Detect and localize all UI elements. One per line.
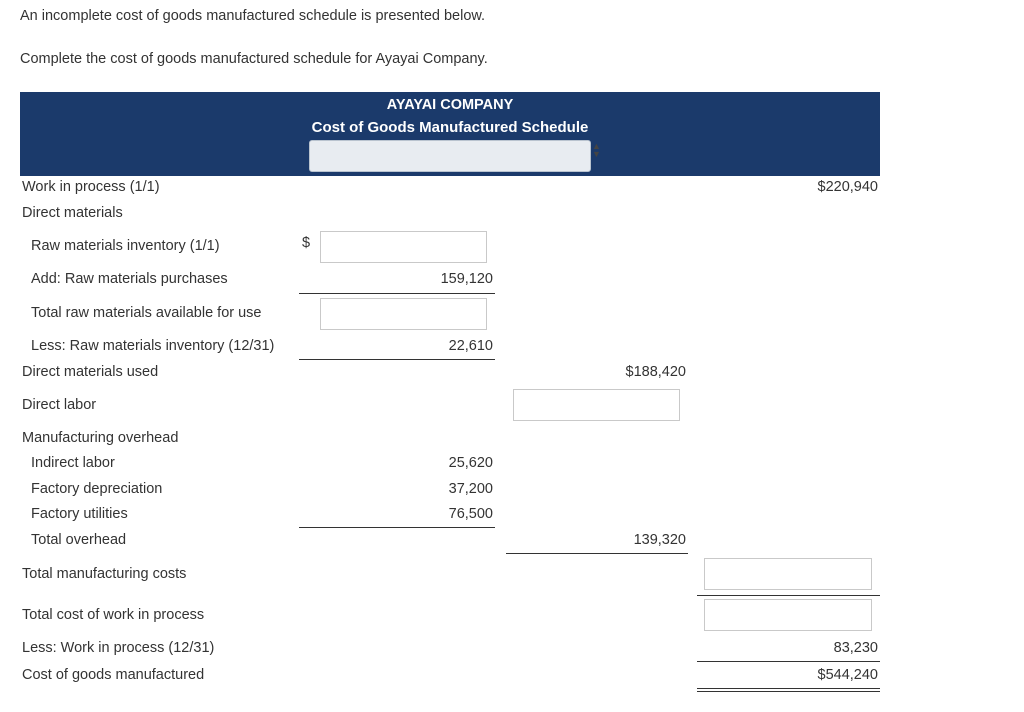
underline [697, 661, 880, 662]
total-overhead-value: 139,320 [633, 532, 686, 548]
raw-purchases-label: Add: Raw materials purchases [31, 271, 228, 287]
cogm-label: Cost of goods manufactured [22, 667, 205, 683]
wip-begin-value: $220,940 [817, 179, 878, 195]
schedule-header [20, 92, 880, 176]
schedule-title: Cost of Goods Manufactured Schedule [311, 119, 589, 136]
intro-text: An incomplete cost of goods manufactured schedule is presented below. [20, 8, 486, 24]
underline [299, 359, 495, 360]
direct-labor-label: Direct labor [22, 397, 97, 413]
wip-end-value: 83,230 [833, 640, 878, 656]
select-arrows-icon: ▲ ▼ [592, 141, 601, 159]
cogm-value: $544,240 [817, 667, 878, 683]
dm-used-label: Direct materials used [22, 364, 159, 380]
dm-used-value: $188,420 [625, 364, 686, 380]
direct-materials-label: Direct materials [22, 205, 123, 221]
indirect-labor-value: 25,620 [448, 455, 493, 471]
currency-symbol: $ [302, 235, 311, 251]
underline [299, 293, 495, 294]
raw-end-label: Less: Raw materials inventory (12/31) [31, 338, 275, 354]
raw-end-value: 22,610 [448, 338, 493, 354]
indirect-labor-label: Indirect labor [31, 455, 115, 471]
total-wip-input[interactable] [704, 599, 872, 631]
raw-begin-label: Raw materials inventory (1/1) [31, 238, 220, 254]
total-mfg-label: Total manufacturing costs [22, 566, 187, 582]
company-name: AYAYAI COMPANY [386, 97, 514, 113]
instruction-text: Complete the cost of goods manufactured schedule for Ayayai Company. [20, 51, 488, 67]
double-underline [697, 688, 880, 692]
raw-total-input[interactable] [320, 298, 487, 330]
wip-begin-label: Work in process (1/1) [22, 179, 160, 195]
underline [299, 527, 495, 528]
raw-begin-input[interactable] [320, 231, 487, 263]
underline [697, 595, 880, 596]
factory-utilities-label: Factory utilities [31, 506, 128, 522]
factory-depreciation-value: 37,200 [448, 481, 493, 497]
total-overhead-label: Total overhead [31, 532, 127, 548]
direct-labor-input[interactable] [513, 389, 680, 421]
mfg-overhead-label: Manufacturing overhead [22, 430, 179, 446]
period-select[interactable] [309, 140, 591, 172]
total-wip-label: Total cost of work in process [22, 607, 205, 623]
raw-total-label: Total raw materials available for use [31, 305, 262, 321]
total-mfg-input[interactable] [704, 558, 872, 590]
factory-depreciation-label: Factory depreciation [31, 481, 163, 497]
factory-utilities-value: 76,500 [448, 506, 493, 522]
wip-end-label: Less: Work in process (12/31) [22, 640, 215, 656]
raw-purchases-value: 159,120 [440, 271, 493, 287]
underline [506, 553, 688, 554]
